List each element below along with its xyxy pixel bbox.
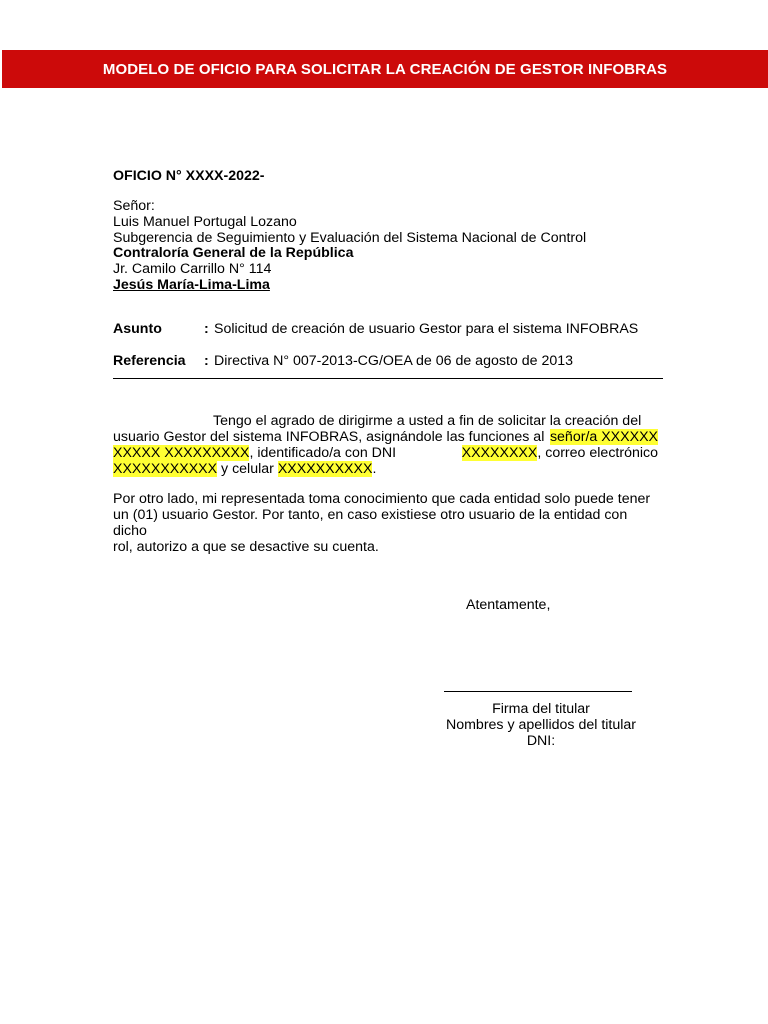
recipient-name: Luis Manuel Portugal Lozano <box>113 214 297 230</box>
signature-block <box>426 701 656 749</box>
paragraph-2-line-2: un (01) usuario Gestor. Por tanto, en caso existiese otro usuario de la entidad con dicho <box>113 507 628 539</box>
header-divider <box>113 378 663 379</box>
banner-title: MODELO DE OFICIO PARA SOLICITAR LA CREACIÓN DE GESTOR INFOBRAS <box>102 60 668 78</box>
paragraph-1 <box>113 413 658 477</box>
closing-text: Atentamente, <box>466 597 551 613</box>
oficio-number: OFICIO N° XXXX-2022- <box>113 168 265 184</box>
signature-label: Firma del titular <box>492 701 590 717</box>
paragraph-2 <box>113 491 658 555</box>
signature-dni-label: DNI: <box>526 733 556 749</box>
recipient-address: Jr. Camilo Carrillo N° 114 <box>113 261 272 277</box>
header-banner <box>2 50 768 88</box>
recipient-unit: Subgerencia de Seguimiento y Evaluación del Sistema Nacional de Control <box>113 230 587 246</box>
paragraph-2-line-1: Por otro lado, mi representada toma conocimiento que cada entidad solo puede tener <box>113 491 651 507</box>
subject-colon: : <box>204 321 209 337</box>
reference-text: Directiva N° 007-2013-CG/OEA de 06 de agosto de 2013 <box>214 353 574 369</box>
highlight-email: XXXXXXXXXXX <box>113 461 218 477</box>
paragraph-1-line-4: XXXXXXXXXXX y celular XXXXXXXXXX. <box>113 461 377 477</box>
signature-name-label: Nombres y apellidos del titular <box>445 717 637 733</box>
paragraph-1-line-3: XXXXX XXXXXXXXX, identificado/a con DNI XXXXXXXX, correo electrónico <box>113 445 658 461</box>
reference-label: Referencia <box>113 353 186 369</box>
highlight-phone: XXXXXXXXXX <box>277 461 373 477</box>
recipient-organization: Contraloría General de la República <box>113 245 354 261</box>
paragraph-1-line-2: usuario Gestor del sistema INFOBRAS, asignándole las funciones al señor/a XXXXXX <box>113 429 658 445</box>
highlight-name-part-1: señor/a XXXXXX <box>549 429 658 445</box>
paragraph-1-line-1: Tengo el agrado de dirigirme a usted a fin de solicitar la creación del <box>213 413 642 429</box>
subject-text: Solicitud de creación de usuario Gestor para el sistema INFOBRAS <box>214 321 639 337</box>
highlight-dni: XXXXXXXX <box>461 445 538 461</box>
recipient-city: Jesús María-Lima-Lima <box>113 277 270 293</box>
highlight-name-part-2: XXXXX XXXXXXXXX <box>113 445 250 461</box>
subject-label: Asunto <box>113 321 162 337</box>
signature-line <box>444 691 632 692</box>
recipient-salutation: Señor: <box>113 198 155 214</box>
paragraph-2-line-3: rol, autorizo a que se desactive su cuenta. <box>113 539 379 555</box>
reference-colon: : <box>204 353 209 369</box>
